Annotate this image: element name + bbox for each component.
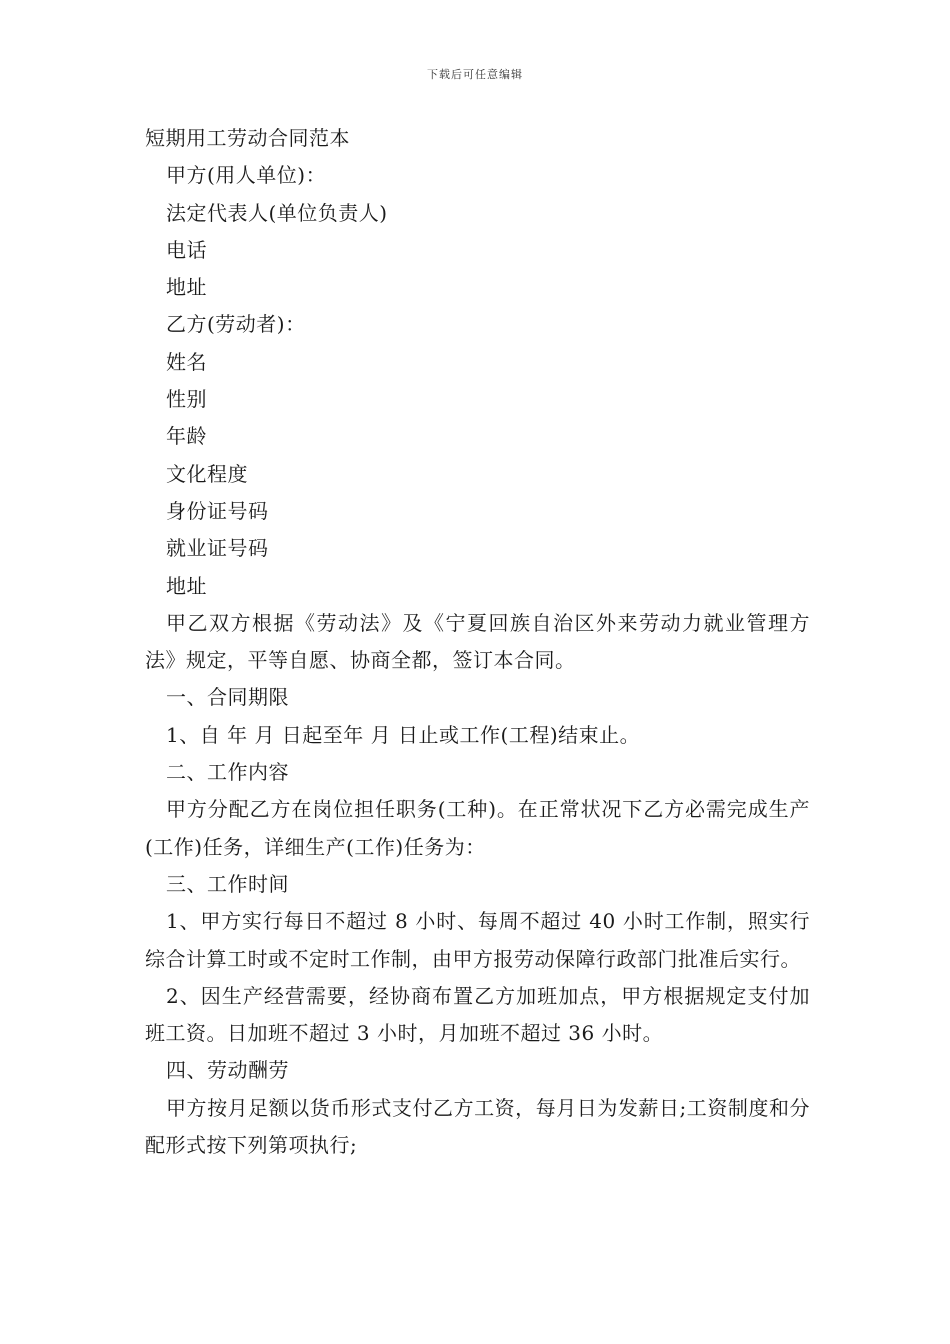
section-heading: 三、工作时间 bbox=[166, 871, 289, 896]
section-paragraph: 甲方按月足额以货币形式支付乙方工资，每月日为发薪日;工资制度和分配形式按下列第项执行; bbox=[145, 1095, 810, 1158]
section-heading: 四、劳动酬劳 bbox=[166, 1058, 289, 1083]
party-a-label: 甲方(用人单位)： bbox=[166, 163, 327, 188]
party-b-gender: 性别 bbox=[166, 387, 207, 412]
section-paragraph: 1、自 年 月 日起至年 月 日止或工作(工程)结束止。 bbox=[166, 722, 641, 747]
section-heading: 一、合同期限 bbox=[166, 685, 289, 710]
party-a-address: 地址 bbox=[166, 275, 207, 300]
party-b-name: 姓名 bbox=[166, 349, 207, 374]
header-note: 下载后可任意编辑 bbox=[427, 68, 523, 81]
section-paragraph: 1、甲方实行每日不超过 8 小时、每周不超过 40 小时工作制，照实行综合计算工时或不定时工作制，由甲方报劳动保障行政部门批准后实行。 bbox=[145, 909, 810, 971]
document-body bbox=[145, 120, 810, 1164]
party-a-representative: 法定代表人(单位负责人) bbox=[166, 200, 388, 225]
party-b-label: 乙方(劳动者)： bbox=[166, 312, 306, 337]
section-heading: 二、工作内容 bbox=[166, 760, 289, 785]
section-paragraph: 2、因生产经营需要，经协商布置乙方加班加点，甲方根据规定支付加班工资。日加班不超过 3 小时，月加班不超过 36 小时。 bbox=[145, 983, 810, 1046]
preamble-paragraph: 甲乙双方根据《劳动法》及《宁夏回族自治区外来劳动力就业管理方法》规定，平等自愿、协商全都，签订本合同。 bbox=[145, 610, 810, 673]
party-a-phone: 电话 bbox=[166, 237, 207, 262]
document-title: 短期用工劳动合同范本 bbox=[145, 126, 350, 150]
party-b-id-number: 身份证号码 bbox=[166, 498, 269, 523]
party-b-education: 文化程度 bbox=[166, 461, 248, 486]
section-paragraph: 甲方分配乙方在岗位担任职务(工种)。在正常状况下乙方必需完成生产(工作)任务，详细生产(工作)任务为： bbox=[145, 797, 810, 859]
party-b-employment-number: 就业证号码 bbox=[166, 536, 269, 561]
party-b-address: 地址 bbox=[166, 573, 207, 598]
party-b-age: 年龄 bbox=[166, 424, 207, 449]
